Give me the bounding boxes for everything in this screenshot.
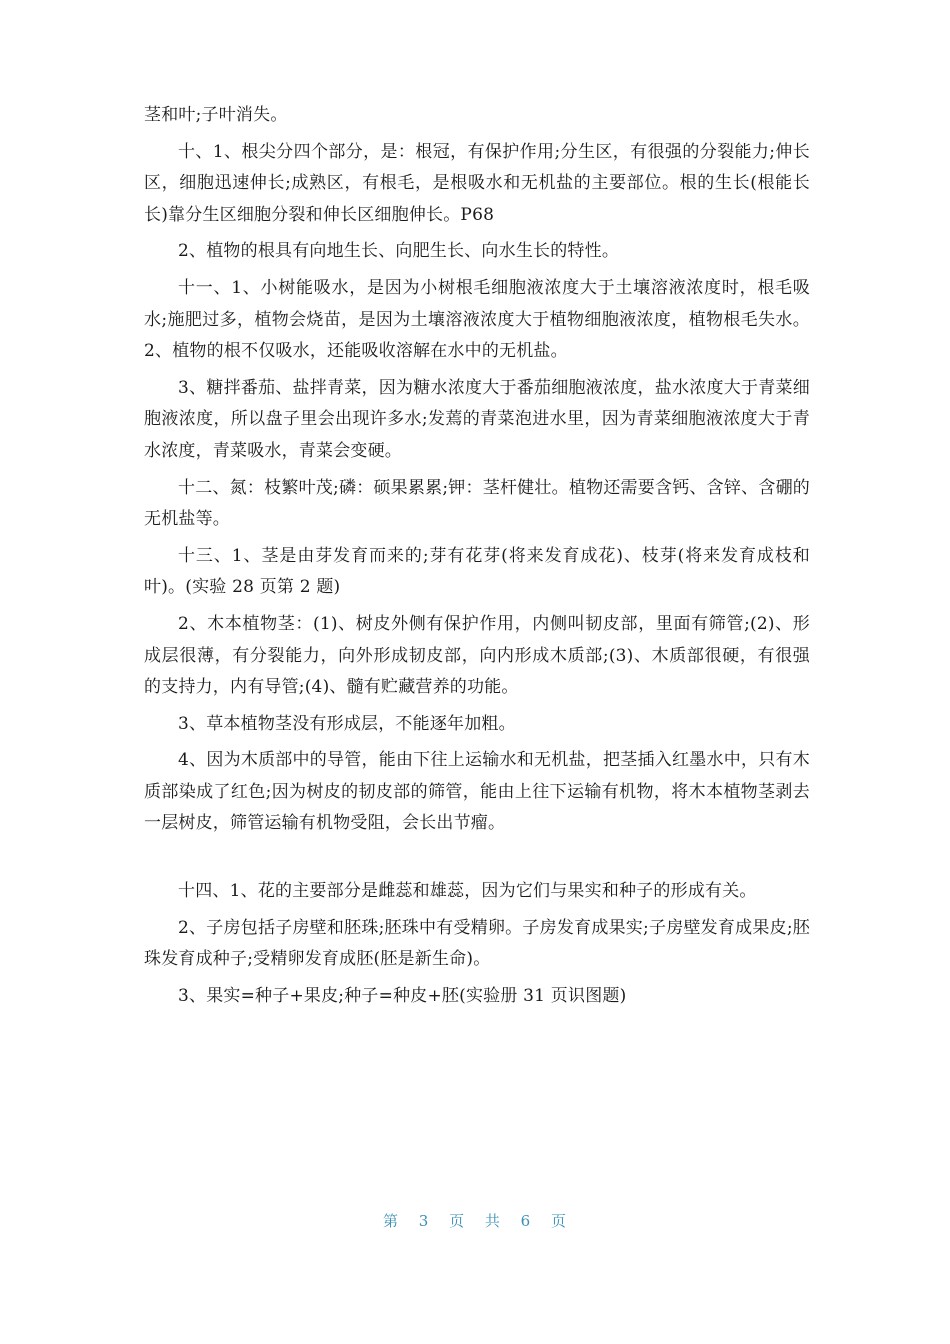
- paragraph: 十三、1、茎是由芽发育而来的;芽有花芽(将来发育成花)、枝芽(将来发育成枝和叶)。(实验 28 页第 2 题): [144, 545, 810, 598]
- paragraph: 2、植物的根具有向地生长、向肥生长、向水生长的特性。: [178, 241, 620, 262]
- paragraph: 3、果实=种子+果皮;种子=种皮+胚(实验册 31 页识图题): [178, 985, 627, 1006]
- paragraph: 2、子房包括子房壁和胚珠;胚珠中有受精卵。子房发育成果实;子房壁发育成果皮;胚珠发育成种子;受精卵发育成胚(胚是新生命)。: [144, 917, 810, 970]
- paragraph: 3、糖拌番茄、盐拌青菜，因为糖水浓度大于番茄细胞液浓度，盐水浓度大于青菜细胞液浓度，所以盘子里会出现许多水;发蔫的青菜泡进水里，因为青菜细胞液浓度大于青水浓度，青菜吸水，青菜会变硬。: [144, 377, 810, 461]
- paragraph: 茎和叶;子叶消失。: [144, 105, 288, 125]
- paragraph: 十、1、根尖分四个部分，是：根冠，有保护作用;分生区，有很强的分裂能力;伸长区，细胞迅速伸长;成熟区，有根毛，是根吸水和无机盐的主要部位。根的生长(根能长长)靠分生区细胞分裂和伸长区细胞伸长。P68: [144, 141, 810, 225]
- section-gap: [144, 845, 810, 876]
- paragraph: 4、因为木质部中的导管，能由下往上运输水和无机盐，把茎插入红墨水中，只有木质部染成了红色;因为树皮的韧皮部的筛管，能由上往下运输有机物，将木本植物茎剥去一层树皮，筛管运输有机物受阻，会长出节瘤。: [144, 750, 810, 834]
- page-number-footer: 第 3 页 共 6 页: [383, 1212, 567, 1230]
- paragraph: 3、草本植物茎没有形成层，不能逐年加粗。: [178, 713, 516, 734]
- paragraph: 2、木本植物茎：(1)、树皮外侧有保护作用，内侧叫韧皮部，里面有筛管;(2)、形成层很薄，有分裂能力，向外形成韧皮部，向内形成木质部;(3)、木质部很硬，有很强的支持力，内有导管;(4)、髓有贮藏营养的功能。: [144, 613, 810, 698]
- paragraph: 十二、氮：枝繁叶茂;磷：硕果累累;钾：茎杆健壮。植物还需要含钙、含锌、含硼的无机盐等。: [144, 477, 810, 530]
- paragraph: 十四、1、花的主要部分是雌蕊和雄蕊，因为它们与果实和种子的形成有关。: [178, 881, 757, 902]
- paragraph: 十一、1、小树能吸水，是因为小树根毛细胞液浓度大于土壤溶液浓度时，根毛吸水;施肥过多，植物会烧苗，是因为土壤溶液浓度大于植物细胞液浓度，植物根毛失水。2、植物的根不仅吸水，还能吸收溶解在水中的无机盐。: [144, 277, 810, 362]
- document-body: [144, 100, 810, 1017]
